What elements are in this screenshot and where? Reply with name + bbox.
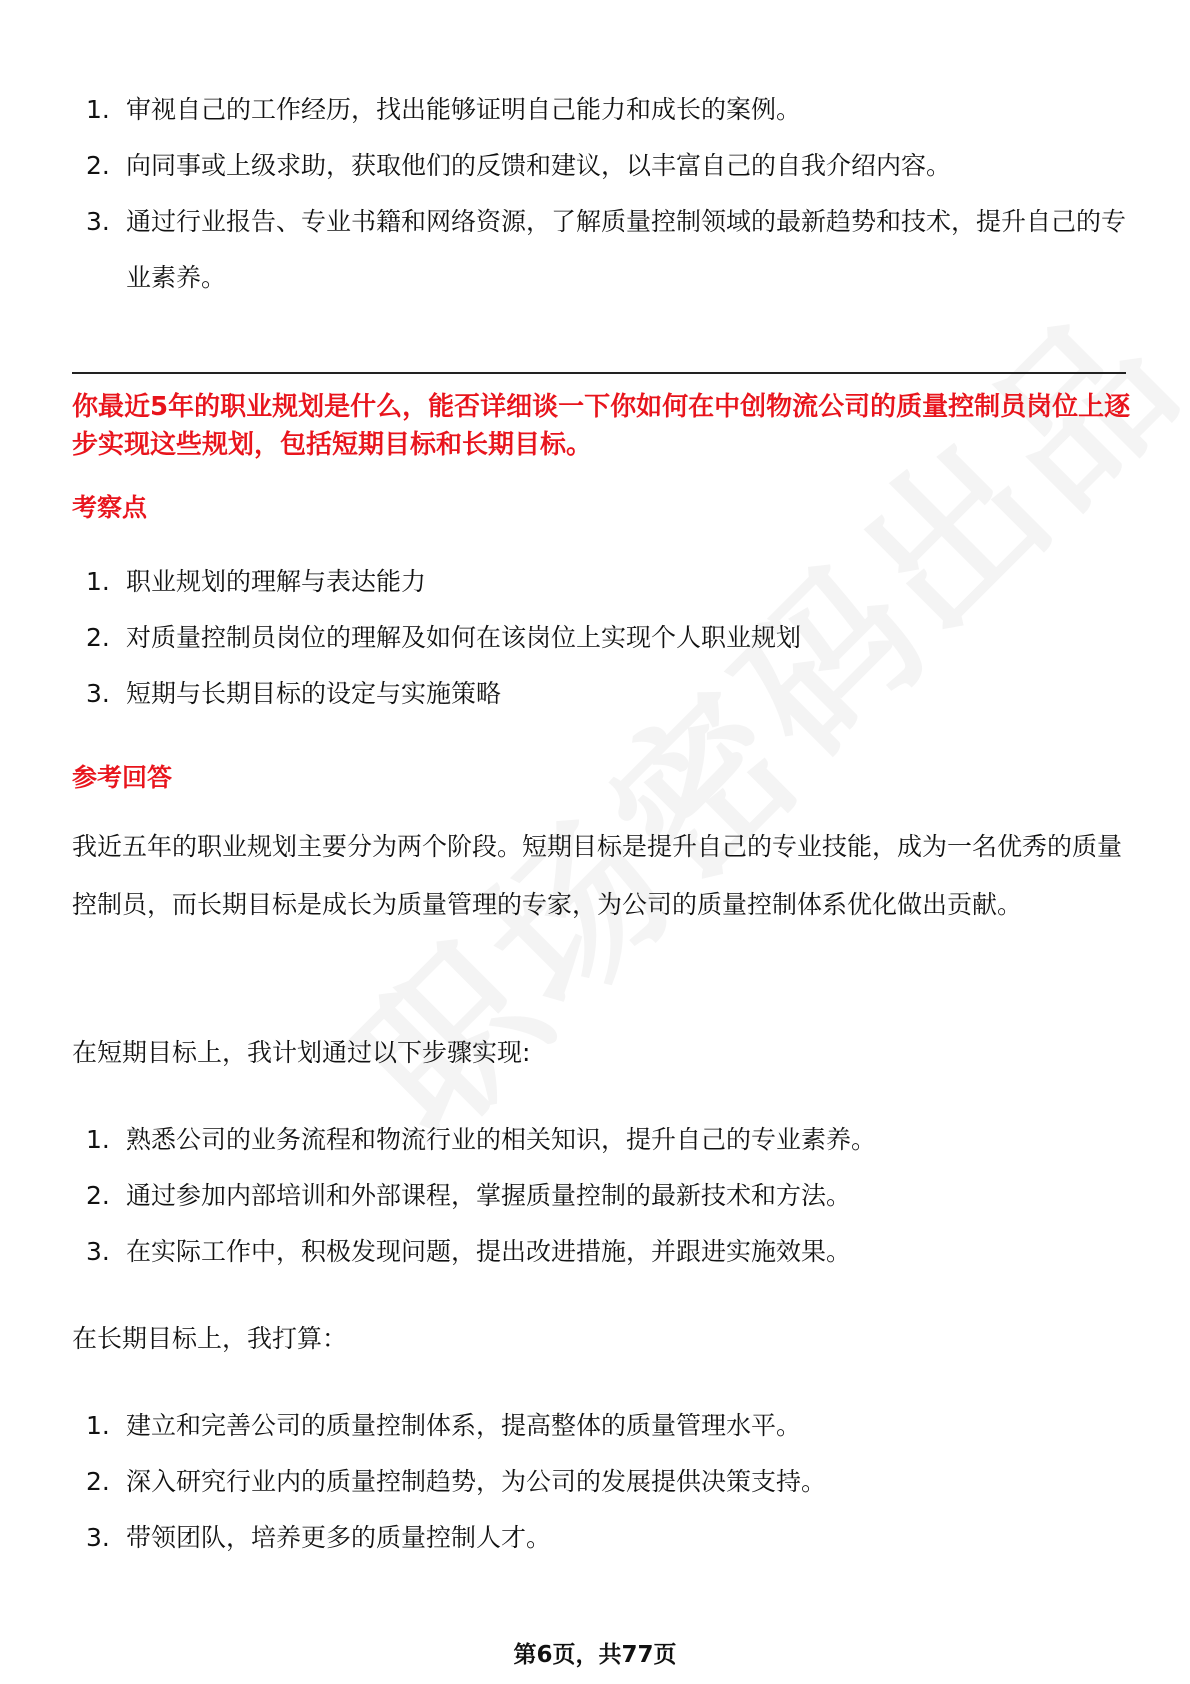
list-number: 2. (86, 151, 110, 180)
list-number: 1. (86, 1411, 110, 1440)
focus-list (86, 554, 1126, 722)
list-item (86, 554, 1126, 610)
list-number: 3. (86, 1523, 110, 1552)
long-term-list (86, 1398, 1126, 1566)
list-item (86, 194, 1126, 306)
list-text: 带领团队，培养更多的质量控制人才。 (126, 1523, 552, 1552)
list-item (86, 610, 1126, 666)
list-item (86, 1510, 1126, 1566)
top-list (86, 82, 1126, 306)
list-item (86, 666, 1126, 722)
list-item (86, 1454, 1126, 1510)
list-number: 2. (86, 623, 110, 652)
list-item (86, 138, 1126, 194)
list-number: 2. (86, 1467, 110, 1496)
list-number: 1. (86, 1125, 110, 1154)
interview-question: 你最近5年的职业规划是什么，能否详细谈一下你如何在中创物流公司的质量控制员岗位上逐步实现这些规划，包括短期目标和长期目标。 (72, 392, 1131, 460)
short-term-intro: 在短期目标上，我计划通过以下步骤实现: (72, 1038, 531, 1067)
short-term-list (86, 1112, 1126, 1280)
list-text: 通过行业报告、专业书籍和网络资源，了解质量控制领域的最新趋势和技术，提升自己的专业素养。 (126, 207, 1127, 292)
answer-heading: 参考回答 (72, 763, 173, 792)
list-item (86, 1398, 1126, 1454)
list-item (86, 1168, 1126, 1224)
answer-paragraph: 我近五年的职业规划主要分为两个阶段。短期目标是提升自己的专业技能，成为一名优秀的质量控制员，而长期目标是成长为质量管理的专家，为公司的质量控制体系优化做出贡献。 (72, 832, 1123, 919)
list-text: 深入研究行业内的质量控制趋势，为公司的发展提供决策支持。 (126, 1467, 827, 1496)
list-item (86, 1224, 1126, 1280)
page-footer: 第6页，共77页 (513, 1642, 677, 1668)
list-number: 3. (86, 679, 110, 708)
list-text: 对质量控制员岗位的理解及如何在该岗位上实现个人职业规划 (126, 623, 802, 652)
list-text: 短期与长期目标的设定与实施策略 (126, 679, 502, 708)
list-number: 1. (86, 567, 110, 596)
section-divider (72, 372, 1126, 374)
list-item (86, 1112, 1126, 1168)
long-term-intro: 在长期目标上，我打算： (72, 1324, 348, 1353)
list-text: 建立和完善公司的质量控制体系，提高整体的质量管理水平。 (126, 1411, 802, 1440)
list-text: 通过参加内部培训和外部课程，掌握质量控制的最新技术和方法。 (126, 1181, 852, 1210)
list-number: 2. (86, 1181, 110, 1210)
list-text: 熟悉公司的业务流程和物流行业的相关知识，提升自己的专业素养。 (126, 1125, 877, 1154)
list-number: 3. (86, 207, 110, 236)
list-number: 1. (86, 95, 110, 124)
focus-heading: 考察点 (72, 493, 148, 522)
list-text: 在实际工作中，积极发现问题，提出改进措施，并跟进实施效果。 (126, 1237, 852, 1266)
list-text: 职业规划的理解与表达能力 (126, 567, 427, 596)
list-item (86, 82, 1126, 138)
list-text: 审视自己的工作经历，找出能够证明自己能力和成长的案例。 (126, 95, 802, 124)
list-text: 向同事或上级求助，获取他们的反馈和建议，以丰富自己的自我介绍内容。 (126, 151, 952, 180)
list-number: 3. (86, 1237, 110, 1266)
